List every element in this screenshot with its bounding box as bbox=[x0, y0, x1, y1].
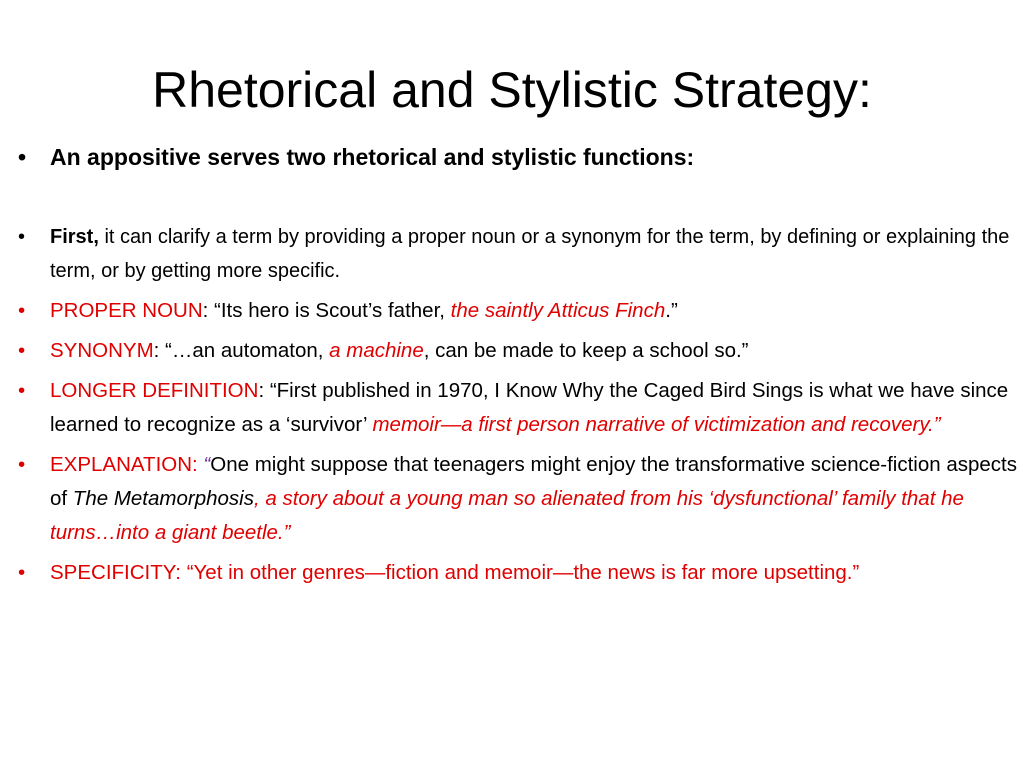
proper-noun-label: PROPER NOUN bbox=[50, 299, 203, 322]
explanation-label: EXPLANATION: bbox=[50, 453, 204, 476]
proper-noun-text: : “Its hero is Scout’s father, bbox=[202, 299, 451, 322]
explanation-appositive: , a story about a young man so alienated from his ‘dysfunctional’ family that he turns…into a giant beetle.” bbox=[50, 487, 964, 544]
first-text: it can clarify a term by providing a proper noun or a synonym for the term, by defining or explaining the term, or by getting more specific. bbox=[50, 226, 1010, 282]
longer-definition-bullet bbox=[18, 374, 1018, 442]
explanation-text: One might suppose that teenagers might enjoy the transformative science-fiction aspects of bbox=[50, 453, 1018, 510]
bullet-icon: • bbox=[18, 453, 26, 476]
synonym-bullet bbox=[18, 334, 1018, 368]
synonym-end: , can be made to keep a school so.” bbox=[423, 339, 749, 362]
synonym-text: : “…an automaton, bbox=[153, 339, 330, 362]
intro-bullet bbox=[18, 140, 1018, 174]
synonym-label: SYNONYM bbox=[50, 339, 154, 362]
longer-definition-appositive: memoir—a first person narrative of victimization and recovery.” bbox=[372, 413, 941, 436]
bullet-icon: • bbox=[18, 144, 27, 170]
bullet-icon: • bbox=[18, 379, 26, 402]
explanation-open-quote: “ bbox=[203, 453, 211, 476]
bullet-icon: • bbox=[18, 226, 26, 248]
synonym-appositive: a machine bbox=[329, 339, 424, 362]
bullet-icon: • bbox=[18, 339, 26, 362]
specificity-bullet bbox=[18, 556, 1018, 590]
longer-definition-label: LONGER DEFINITION bbox=[50, 379, 259, 402]
bullet-icon: • bbox=[18, 299, 26, 322]
first-label: First, bbox=[50, 226, 99, 248]
specificity-text: SPECIFICITY: “Yet in other genres—fiction and memoir—the news is far more upsetting.” bbox=[50, 561, 860, 584]
proper-noun-appositive: the saintly Atticus Finch bbox=[450, 299, 666, 322]
proper-noun-bullet bbox=[18, 294, 1018, 328]
explanation-book-title: The Metamorphosis bbox=[72, 487, 254, 510]
bullet-list bbox=[18, 140, 1018, 596]
slide-title: Rhetorical and Stylistic Strategy: bbox=[152, 62, 872, 118]
proper-noun-end: .” bbox=[665, 299, 678, 322]
explanation-bullet bbox=[18, 448, 1018, 550]
intro-text: An appositive serves two rhetorical and stylistic functions: bbox=[50, 144, 695, 170]
bullet-icon: • bbox=[18, 561, 26, 584]
first-function-bullet bbox=[18, 220, 1018, 288]
longer-definition-text: : “First published in 1970, I Know Why the Caged Bird Sings is what we have since learned to recognize as a ‘survivor’ bbox=[50, 379, 1009, 436]
